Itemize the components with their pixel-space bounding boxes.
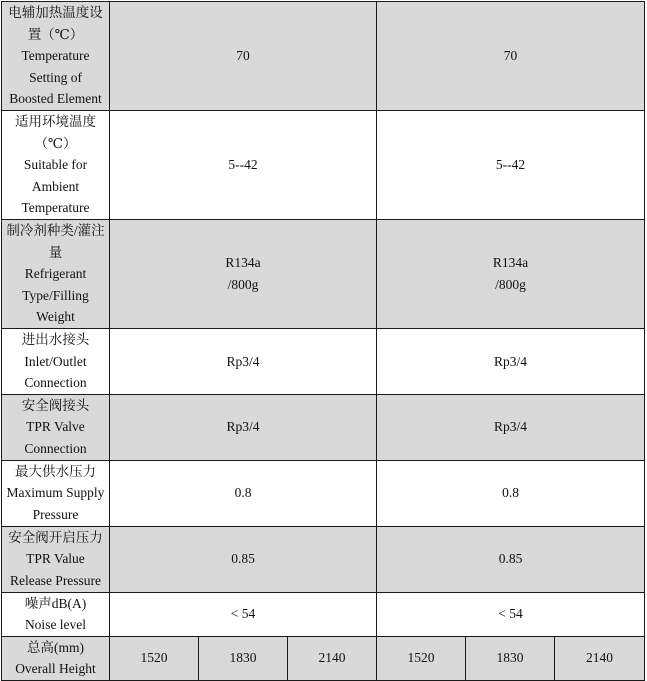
row-label-line: 安全阀接头 — [21, 397, 90, 413]
table-row-overall-height — [2, 636, 645, 680]
value-cell-right — [377, 592, 645, 636]
row-label-line: 总高(mm) — [27, 639, 84, 655]
row-label-line: Type/Filling — [22, 287, 89, 303]
height-value-cell: 2140 — [288, 636, 377, 680]
value-cell-right — [377, 2, 645, 111]
value-line: 70 — [236, 48, 250, 64]
value-cell-right — [377, 219, 645, 328]
value-cell-left — [110, 110, 377, 219]
row-label-line: 量 — [48, 244, 63, 260]
value-cell-right — [377, 394, 645, 460]
row-label-line: Suitable for — [23, 157, 88, 173]
row-label-cell — [2, 219, 110, 328]
table-row — [2, 592, 645, 636]
height-value-cell: 1520 — [377, 636, 466, 680]
table-row — [2, 526, 645, 592]
row-label-line: 进出水接头 — [21, 331, 90, 347]
row-label-cell — [2, 110, 110, 219]
row-label-line: Connection — [24, 440, 87, 456]
row-label-cell — [2, 526, 110, 592]
row-label-line: Weight — [36, 309, 75, 325]
row-label-cell — [2, 328, 110, 394]
table-row — [2, 394, 645, 460]
row-label-line: TPR Value — [26, 551, 85, 567]
height-value-cell: 1830 — [466, 636, 555, 680]
row-label-line: Overall Height — [15, 661, 96, 677]
value-line: 0.8 — [502, 485, 519, 501]
value-cell-left — [110, 460, 377, 526]
value-cell-right — [377, 110, 645, 219]
row-label-line: Connection — [24, 375, 87, 391]
row-label-line: 最大供水压力 — [15, 463, 96, 479]
row-label-line: Pressure — [32, 506, 79, 522]
row-label-line: 安全阀开启压力 — [8, 529, 103, 545]
value-line: 70 — [503, 48, 518, 64]
value-cell-right — [377, 460, 645, 526]
value-line: < 54 — [498, 606, 523, 622]
row-label-cell — [2, 592, 110, 636]
row-label-line: Maximum Supply — [6, 485, 105, 501]
value-cell-left — [110, 592, 377, 636]
table-row — [2, 219, 645, 328]
value-cell-left — [110, 328, 377, 394]
row-label-line: Ambient — [31, 178, 80, 194]
row-label-cell — [2, 460, 110, 526]
value-line: R134a — [492, 255, 529, 271]
row-label-line: 噪声dB(A) — [24, 595, 87, 611]
row-label-line: Release Pressure — [9, 572, 102, 588]
row-label-line: Boosted Element — [9, 91, 102, 107]
row-label-line: 制冷剂种类/灌注 — [6, 222, 105, 238]
value-cell-left — [110, 2, 377, 111]
value-line: Rp3/4 — [493, 353, 527, 369]
row-label-cell — [2, 636, 110, 680]
value-cell-right — [377, 328, 645, 394]
value-line: /800g — [495, 276, 526, 292]
value-cell-right — [377, 526, 645, 592]
value-line: R134a — [225, 255, 261, 271]
height-value-cell: 1830 — [199, 636, 288, 680]
table-row — [2, 460, 645, 526]
value-cell-left — [110, 219, 377, 328]
value-cell-left — [110, 394, 377, 460]
row-label-line: 电辅加热温度设 — [8, 5, 103, 20]
row-label-line: 置（℃） — [27, 26, 84, 42]
table-row — [2, 328, 645, 394]
value-line: 0.85 — [498, 551, 523, 567]
row-label-line: Inlet/Outlet — [24, 353, 87, 369]
value-line: 5--42 — [495, 157, 526, 173]
row-label-line: Temperature — [21, 48, 90, 64]
value-line: Rp3/4 — [226, 419, 260, 435]
height-value-cell: 2140 — [555, 636, 645, 680]
value-line: 0.85 — [231, 551, 255, 567]
row-label-line: Setting of — [29, 69, 82, 85]
value-line: < 54 — [230, 606, 256, 622]
value-line: 0.8 — [234, 485, 252, 501]
row-label-line: 适用环境温度 — [15, 113, 96, 129]
specification-table — [1, 1, 645, 681]
row-label-line: Noise level — [24, 617, 87, 633]
value-cell-left — [110, 526, 377, 592]
value-line: Rp3/4 — [493, 419, 527, 435]
value-line: 5--42 — [228, 157, 258, 173]
row-label-line: Refrigerant — [24, 266, 87, 282]
specification-table-body — [2, 2, 645, 681]
row-label-cell — [2, 2, 110, 111]
row-label-line: Temperature — [21, 200, 90, 216]
row-label-line: TPR Valve — [26, 419, 85, 435]
value-line: Rp3/4 — [226, 353, 260, 369]
table-row — [2, 2, 645, 111]
row-label-line: （℃） — [34, 135, 77, 151]
height-value-cell: 1520 — [110, 636, 199, 680]
row-label-cell — [2, 394, 110, 460]
value-line: /800g — [227, 276, 259, 292]
table-row — [2, 110, 645, 219]
